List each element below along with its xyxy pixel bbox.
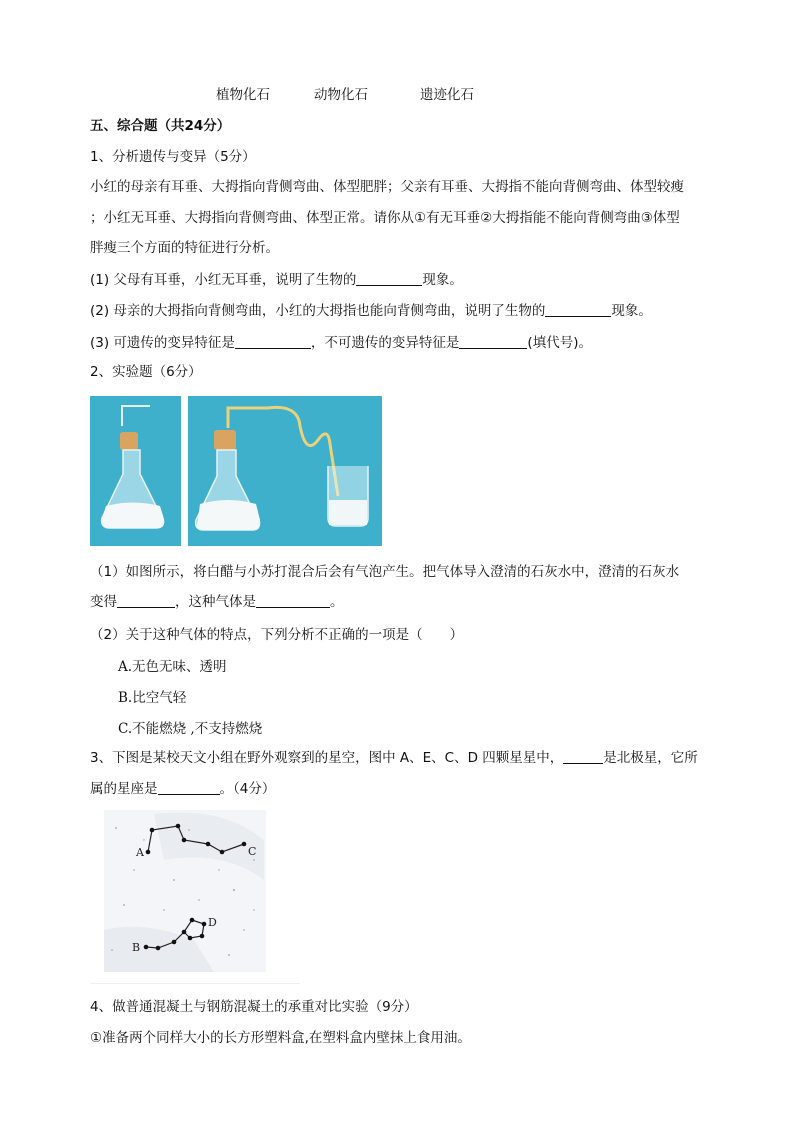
q2-option-c[interactable]: C.不能燃烧 ,不支持燃烧 (118, 721, 263, 737)
fossil-label-trace: 遗迹化石 (420, 87, 474, 103)
q2-option-a[interactable]: A.无色无味、透明 (118, 659, 227, 675)
q1-title: 1、分析遗传与变异（5分） (90, 149, 256, 165)
q4-title: 4、做普通混凝土与钢筋混凝土的承重对比实验（9分） (90, 999, 418, 1015)
flask-beaker-photo (188, 396, 382, 546)
fossil-label-animal: 动物化石 (314, 87, 368, 103)
fossil-label-plant: 植物化石 (216, 87, 270, 103)
q1-s2-text-end: 现象。 (611, 303, 652, 319)
flask-illustration (90, 396, 181, 546)
star-label-c: C (248, 845, 257, 858)
flask-photo (90, 396, 181, 546)
star-map-divider (90, 983, 300, 984)
q2-part1-line1: （1）如图所示，将白醋与小苏打混合后会有气泡产生。把气体导入澄清的石灰水中，澄清的石灰水 (90, 564, 680, 580)
q1-s2-text: (2) 母亲的大拇指向背侧弯曲，小红的大拇指也能向背侧弯曲，说明了生物的 (90, 303, 546, 319)
star-label-a: A (136, 846, 144, 859)
q2-p1-text-mid: ，这种气体是 (175, 594, 256, 610)
star-label-d: D (208, 916, 217, 929)
q1-s1-text: (1) 父母有耳垂，小红无耳垂，说明了生物的 (90, 272, 357, 288)
q1-subquestion-1 (90, 270, 463, 290)
star-map (104, 810, 266, 972)
answer-blank[interactable] (117, 593, 175, 608)
q1-s3-text: (3) 可遗传的变异特征是 (90, 335, 235, 351)
q1-s3-text-mid: ，不可遗传的变异特征是 (310, 335, 460, 351)
q3-text-end: 是北极星，它所 (603, 750, 698, 766)
q3-text-2: 属的星座是 (90, 781, 158, 797)
star-map-illustration (104, 810, 266, 972)
answer-blank[interactable] (459, 334, 527, 349)
q3-text-2-end: 。（4分） (219, 781, 276, 797)
answer-blank[interactable] (158, 780, 220, 795)
q2-option-b[interactable]: B.比空气轻 (118, 690, 187, 706)
q1-intro-line-3: 胖瘦三个方面的特征进行分析。 (90, 240, 279, 256)
q2-p1-text: 变得 (90, 594, 117, 610)
q2-part2: （2）关于这种气体的特点，下列分析不正确的一项是（ ） (90, 627, 464, 643)
q4-step1: ①准备两个同样大小的长方形塑料盒,在塑料盒内壁抹上食用油。 (90, 1030, 471, 1046)
answer-blank[interactable] (235, 334, 311, 349)
q1-intro-line-1: 小红的母亲有耳垂、大拇指向背侧弯曲、体型肥胖；父亲有耳垂、大拇指不能向背侧弯曲、体型较瘦 (90, 179, 684, 195)
q1-intro-line-2: ；小红无耳垂、大拇指向背侧弯曲、体型正常。请你从①有无耳垂②大拇指能不能向背侧弯曲③体型 (90, 210, 680, 226)
q1-subquestion-2 (90, 301, 652, 321)
q3-text: 3、下图是某校天文小组在野外观察到的星空，图中 A、E、C、D 四颗星星中， (90, 750, 564, 766)
answer-blank[interactable] (356, 271, 422, 286)
flask-beaker-illustration (188, 396, 382, 546)
q1-s3-text-end: (填代号)。 (527, 335, 592, 351)
q1-s1-text-end: 现象。 (422, 272, 463, 288)
q1-subquestion-3 (90, 333, 592, 353)
answer-blank[interactable] (545, 302, 611, 317)
q3-line1 (90, 748, 698, 768)
q2-part1-line2 (90, 592, 344, 612)
star-label-b: B (132, 941, 141, 954)
q3-line2 (90, 779, 275, 799)
answer-blank[interactable] (256, 593, 330, 608)
answer-blank[interactable] (563, 749, 603, 764)
q2-title: 2、实验题（6分） (90, 364, 202, 380)
q2-p1-text-end: 。 (330, 594, 344, 610)
section-title: 五、综合题（共24分） (90, 118, 231, 134)
